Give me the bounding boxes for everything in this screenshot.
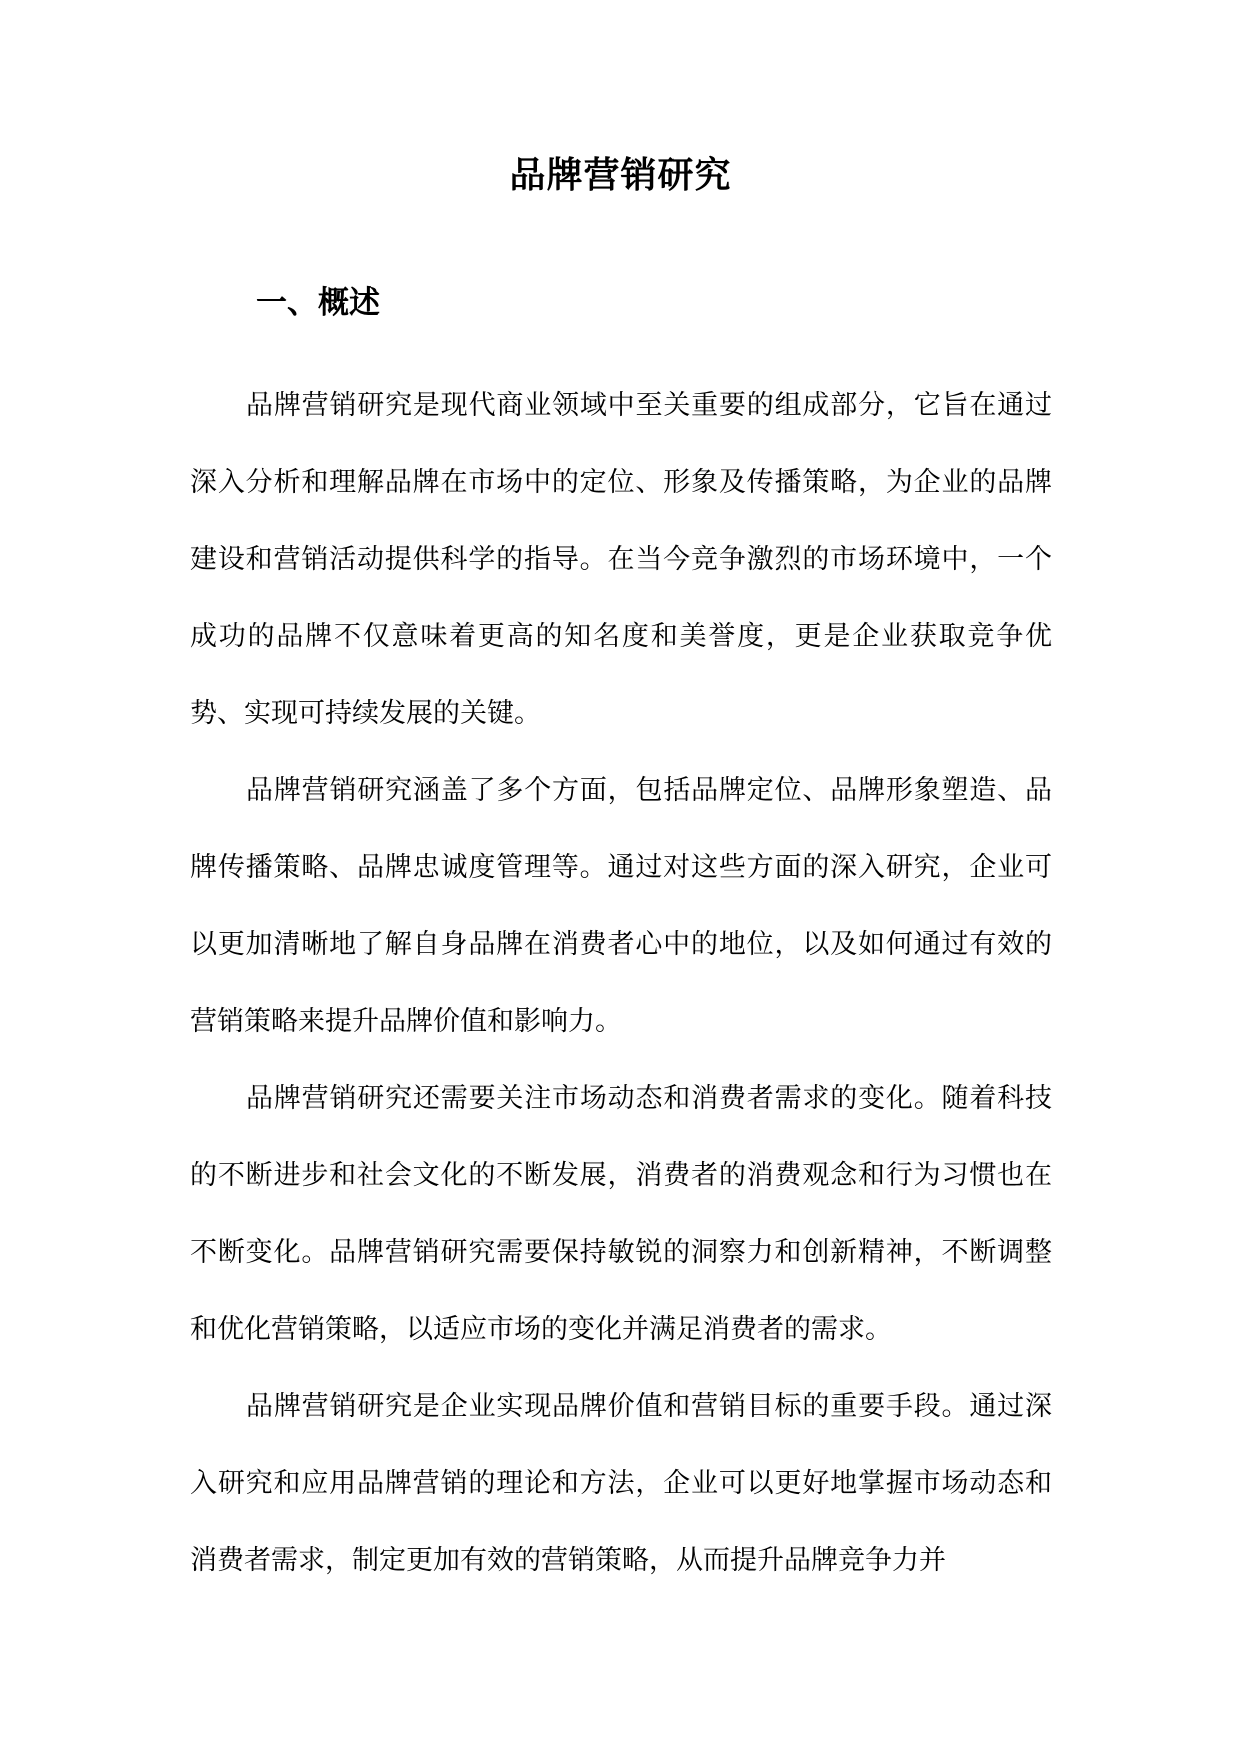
section-heading: 一、概述 xyxy=(256,285,380,321)
paragraph: 品牌营销研究是企业实现品牌价值和营销目标的重要手段。通过深入研究和应用品牌营销的理论和方法，企业可以更好地掌握市场动态和消费者需求，制定更加有效的营销策略，从而提升品牌竞争力并 xyxy=(190,1391,1052,1576)
document-title: 品牌营销研究 xyxy=(509,154,732,196)
body-text xyxy=(190,367,1052,1599)
paragraph: 品牌营销研究是现代商业领域中至关重要的组成部分，它旨在通过深入分析和理解品牌在市场中的定位、形象及传播策略，为企业的品牌建设和营销活动提供科学的指导。在当今竞争激烈的市场环境中，一个成功的品牌不仅意味着更高的知名度和美誉度，更是企业获取竞争优势、实现可持续发展的关键。 xyxy=(190,390,1052,729)
paragraph: 品牌营销研究涵盖了多个方面，包括品牌定位、品牌形象塑造、品牌传播策略、品牌忠诚度管理等。通过对这些方面的深入研究，企业可以更加清晰地了解自身品牌在消费者心中的地位，以及如何通过有效的营销策略来提升品牌价值和影响力。 xyxy=(190,775,1052,1037)
paragraph: 品牌营销研究还需要关注市场动态和消费者需求的变化。随着科技的不断进步和社会文化的不断发展，消费者的消费观念和行为习惯也在不断变化。品牌营销研究需要保持敏锐的洞察力和创新精神，不断调整和优化营销策略，以适应市场的变化并满足消费者的需求。 xyxy=(190,1083,1052,1345)
